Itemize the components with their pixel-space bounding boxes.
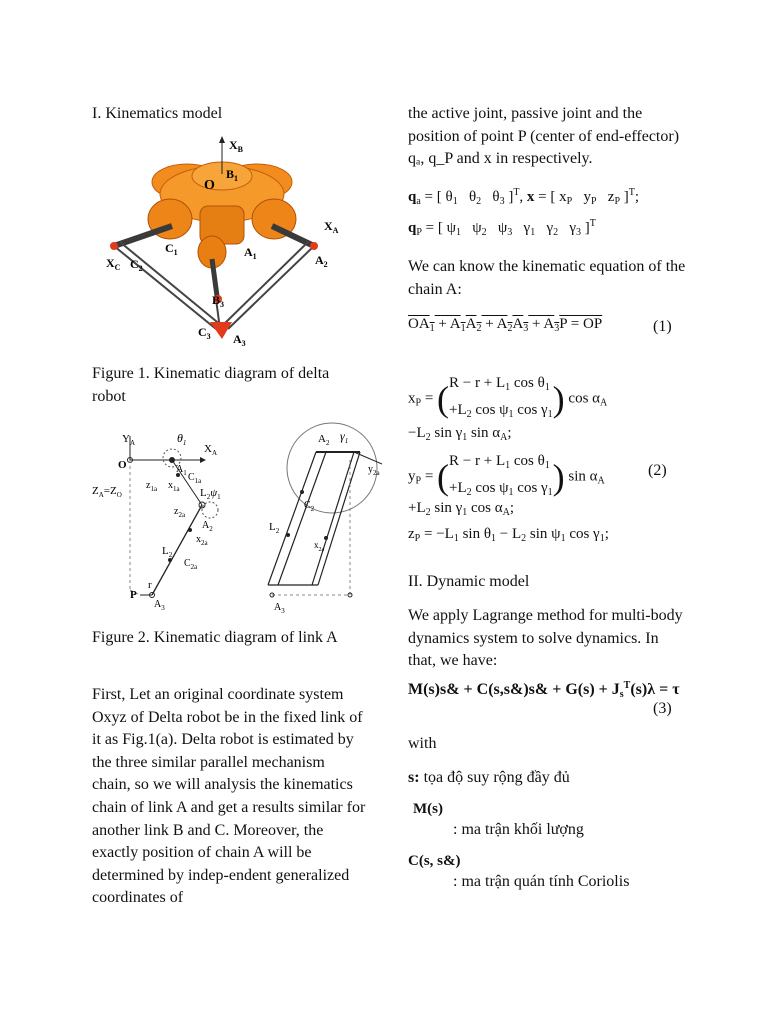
equation-1: $OA_1 + A_1A_2 + A_2A_3 + A_3P$ = OP — [408, 316, 603, 334]
m-symbol: M(s) — [413, 801, 443, 817]
figure-2-link-a — [92, 420, 392, 620]
equation-zp: $z_P = -L_1$ $\sin \theta_1 - L_2$ $\sin \psi_1$ $\cos \gamma_1$; — [408, 526, 609, 544]
label-p: P — [130, 589, 137, 601]
label-a3: $A_3$ — [154, 599, 165, 612]
label-b-l2: $L_2$ — [269, 521, 280, 535]
label-x2a: $x_{2a}$ — [196, 534, 208, 547]
label-y2a: $y_{2a}$ — [368, 464, 380, 477]
label-b-a2: $A_2$ — [318, 433, 330, 447]
label-c2a: $C_{2a}$ — [184, 558, 198, 571]
section2-heading: II. Dynamic model — [408, 573, 530, 590]
equation-1-number: (1) — [653, 318, 672, 335]
equation-yp: $y_P = (R - r + L_1$ $\cos \theta_1$ $+L_2$ $\cos \psi_1$ $\cos \gamma_1$) $\sin \alpha_A$ — [408, 453, 605, 498]
figure-2-svg — [92, 420, 392, 620]
label-c1: $C_1$ — [165, 241, 178, 257]
label-x1a: $x_{1a}$ — [168, 480, 180, 493]
equation-3: M(s)s& + C(s,s&)s& + $G(s) + J_s^T(s)\lambda = \tau$ — [408, 680, 680, 700]
body-paragraph: First, Let an original coordinate system Oxyz of Delta robot be in the fixed link of it as Fig.1(a). Delta robot is estimated by the three similar parallel mechanism chain, so we will analysis the kinematics chain of link A and get a results similar for another link B and C. Moreover, the exactly position of chain A will be determined by indep-endent generalized coordinates of — [92, 686, 366, 907]
s-definition-text: tọa độ suy rộng đầy đủ — [419, 769, 570, 786]
equation-qp: $q_P$ = [ $\psi_1$ $\psi_2$ $\psi_3$ $\gamma_1$ $\gamma_2$ $\gamma_3$ ]$^T$ — [408, 218, 596, 238]
c-definition: : ma trận quán tính Coriolis — [453, 873, 630, 890]
with-label: with — [408, 735, 437, 752]
s-symbol: s: — [408, 769, 420, 786]
equation-xp: $x_P = (R - r + L_1$ $\cos \theta_1$ $+L_2$ $\cos \psi_1$ $\cos \gamma_1$) $\cos \alpha_A$ — [408, 375, 608, 420]
label-b-c2: $C_2$ — [304, 500, 315, 513]
label-c1a: $C_{1a}$ — [188, 472, 202, 485]
label-l2: $L_2$ — [162, 545, 173, 559]
label-c2: $C_2$ — [130, 257, 143, 273]
joint-c2 — [110, 242, 118, 250]
label-b1: $B_1$ — [226, 167, 239, 183]
label-a1: $A_1$ — [176, 464, 187, 477]
label-xa: $X_A$ — [324, 219, 339, 235]
figure-2a — [92, 431, 221, 612]
figure-2b — [268, 423, 382, 615]
figure-2-caption: Figure 2. Kinematic diagram of link A — [92, 629, 338, 646]
equation-3-number: (3) — [653, 700, 672, 717]
label-o: O — [118, 459, 127, 471]
label-a2: $A_2$ — [315, 253, 328, 269]
label-b-a3: $A_3$ — [274, 602, 285, 615]
label-r: r — [148, 579, 152, 591]
label-c3: $C_3$ — [198, 325, 211, 341]
label-xa: $X_A$ — [204, 443, 218, 457]
label-l2-psi1: $L_2\psi_1$ — [200, 487, 221, 501]
label-b-x2a: $x_{2a}$ — [314, 540, 325, 553]
equation-2-number: (2) — [648, 462, 667, 479]
figure-1-delta-robot — [92, 134, 367, 354]
equation-qa-x: $q_a$ = [ $\theta_1$ $\theta_2$ $\theta_3$ ]$^T$, x = [ $x_P$ $y_P$ $z_P$ ]$^T$; — [408, 187, 640, 207]
section1-heading: I. Kinematics model — [92, 105, 223, 122]
equation-yp-tail: $+L_2$ $\sin \gamma_1$ $\cos \alpha_A$; — [408, 500, 515, 518]
label-b3: $B_3$ — [212, 293, 225, 309]
label-o: O — [204, 178, 215, 193]
label-a2: $A_2$ — [202, 520, 213, 533]
label-z1a: $z_{1a}$ — [146, 480, 158, 493]
c-symbol: C(s, s&) — [408, 853, 461, 869]
equation-xp-tail: $-L_2$ $\sin \gamma_1$ $\sin \alpha_A$; — [408, 425, 512, 443]
label-a1: $A_1$ — [244, 245, 257, 261]
lagrange-paragraph: We apply Lagrange method for multi-body dynamics system to solve dynamics. In that, we have: — [408, 607, 683, 670]
label-theta1: $\theta_1$ — [177, 431, 187, 447]
figure-1-caption: Figure 1. Kinematic diagram of delta robot — [92, 365, 330, 405]
kinematic-equation-intro: We can know the kinematic equation of the chain A: — [408, 258, 686, 298]
rod — [222, 242, 308, 326]
joint-a2 — [310, 242, 318, 250]
label-za-zo: $Z_A=Z_O$ — [92, 485, 122, 499]
label-gamma1: $\gamma_1$ — [340, 429, 349, 445]
s-definition — [408, 767, 690, 790]
label-xb: $X_B$ — [229, 138, 244, 154]
intro-paragraph: the active joint, passive joint and the position of point P (center of end-effector) qₐ, q_P and x in respectively. — [408, 105, 680, 168]
end-effector — [210, 322, 232, 339]
figure-1-svg — [92, 134, 367, 354]
rod — [228, 246, 314, 329]
label-z2a: $z_{2a}$ — [174, 506, 186, 519]
m-definition: : ma trận khối lượng — [453, 821, 584, 838]
label-ya: $Y_A$ — [122, 433, 136, 447]
label-xc: $X_C$ — [106, 256, 121, 272]
label-a3: $A_3$ — [233, 332, 246, 348]
